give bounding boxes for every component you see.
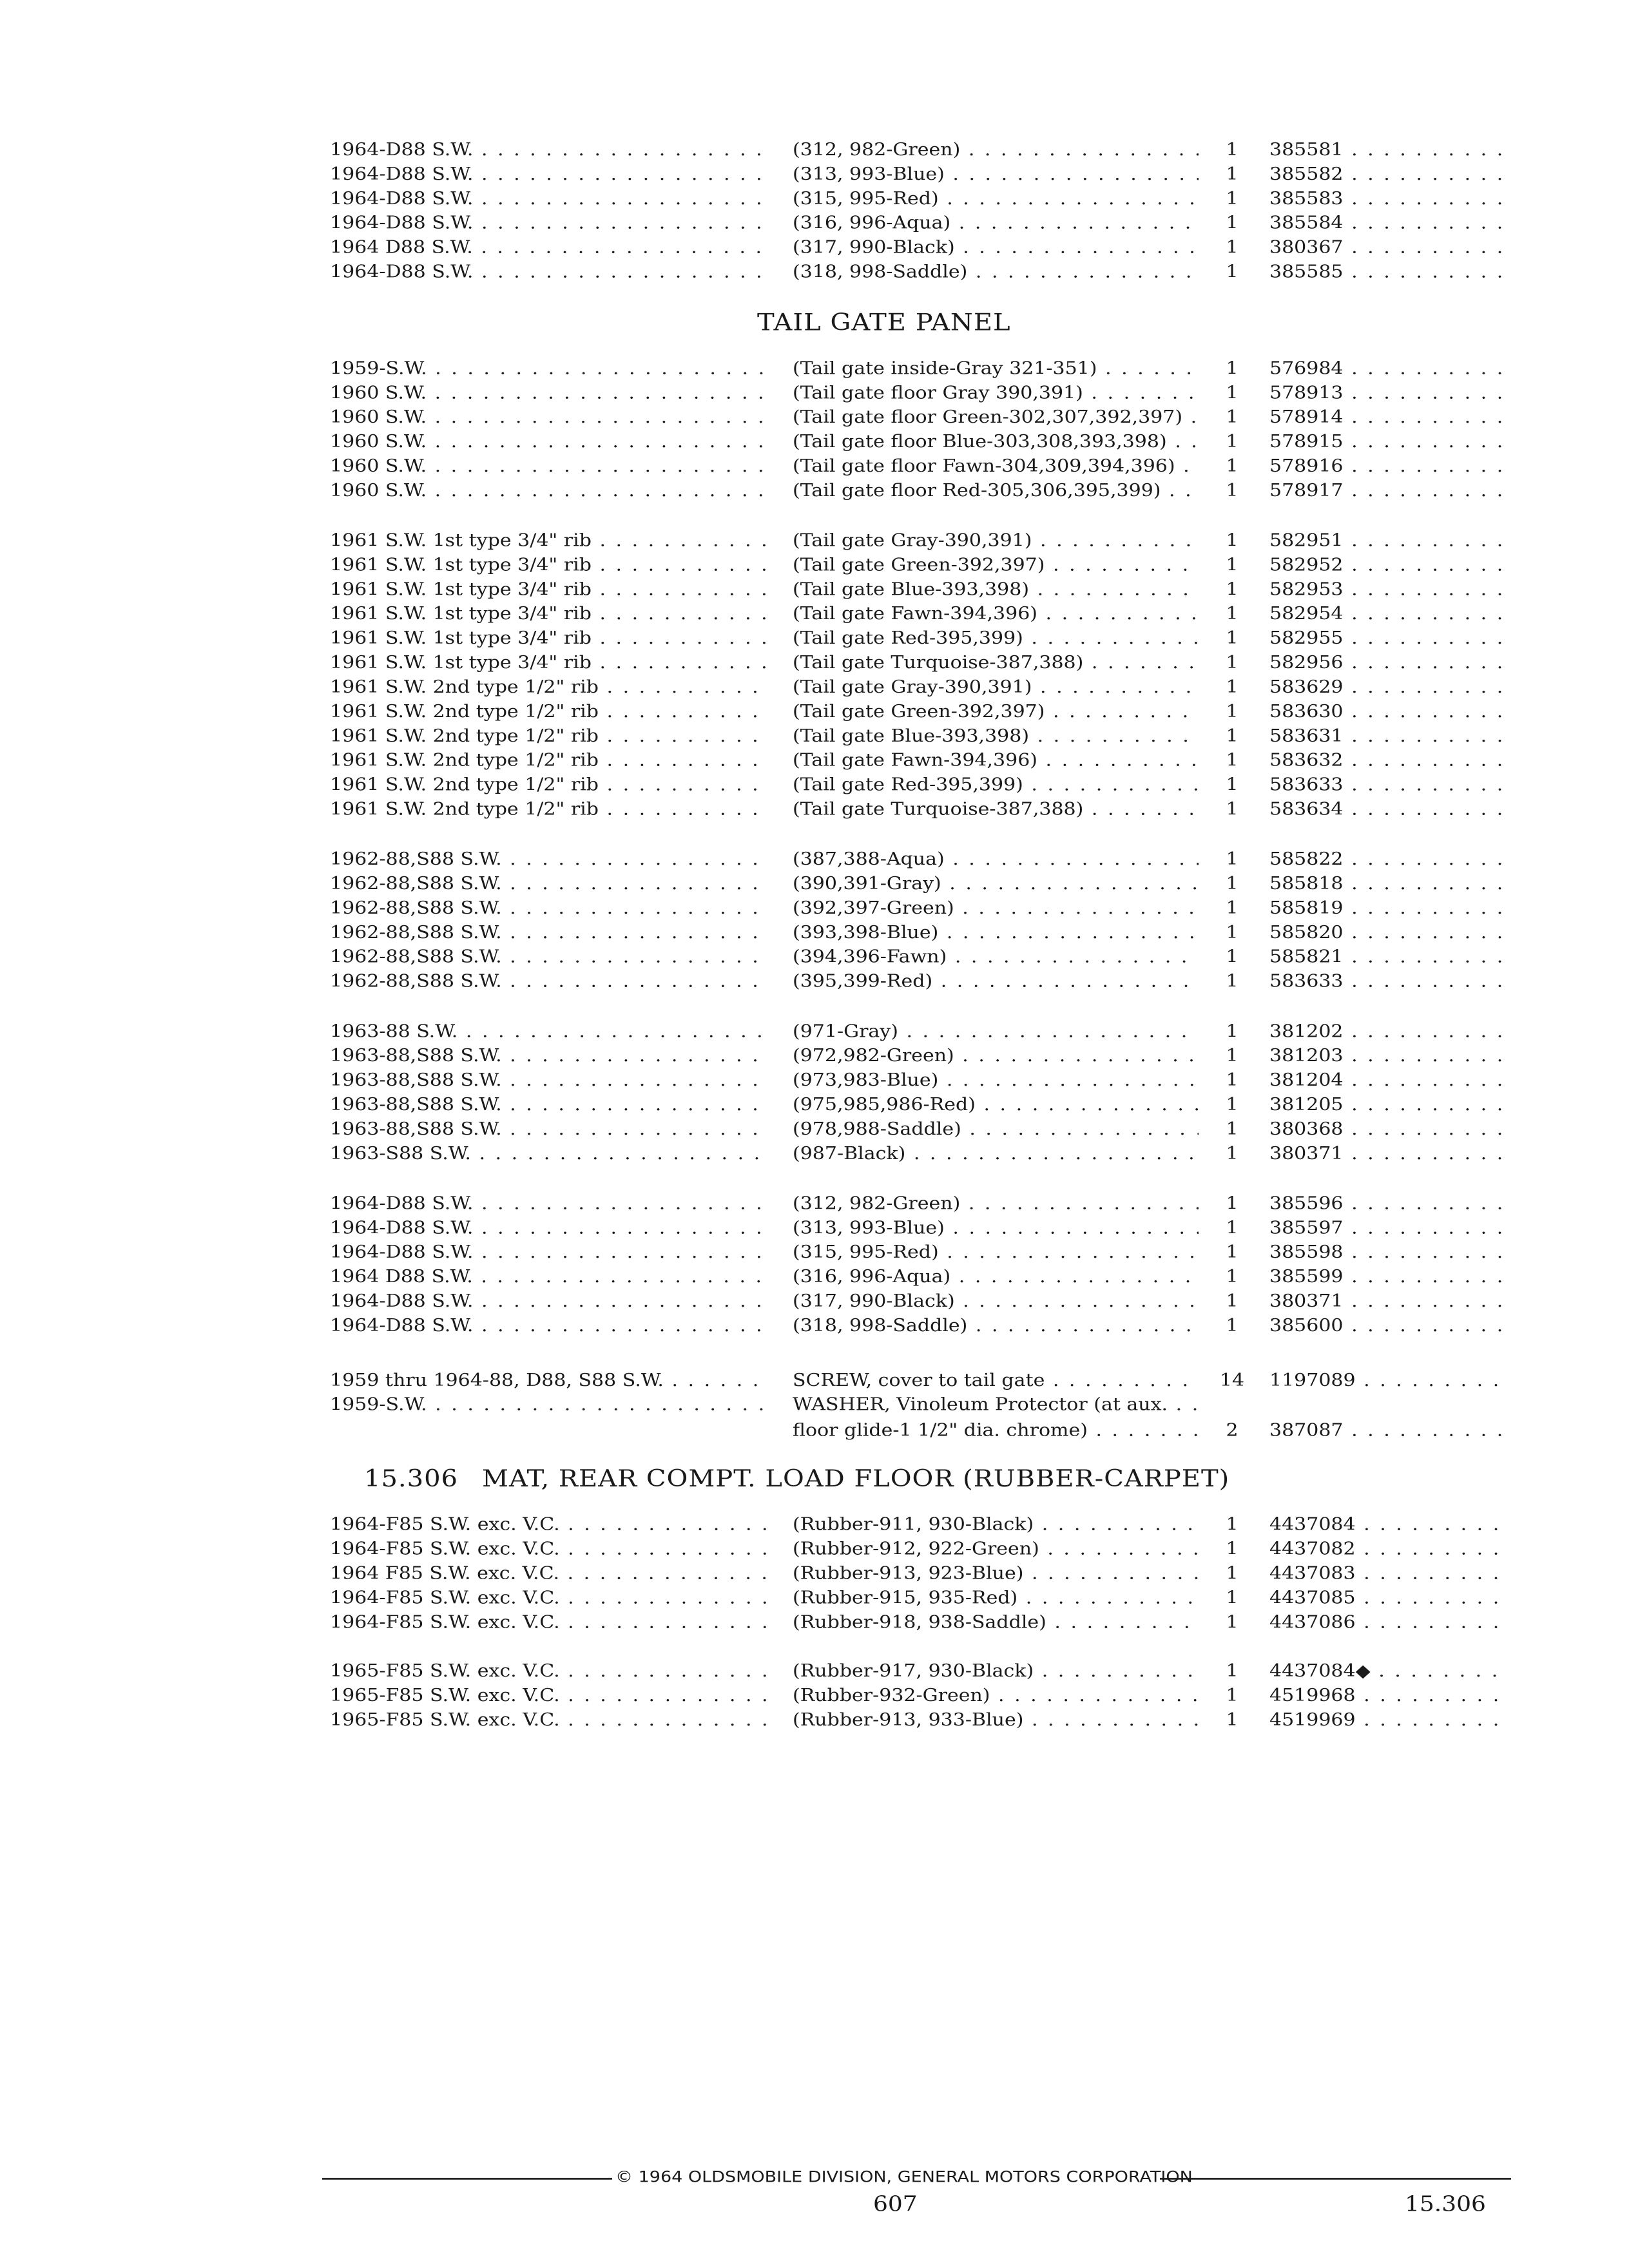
model-cell: 1965-F85 S.W. exc. V.C. . . . [330, 1658, 768, 1684]
description-cell: (971-Gray) . . . [793, 1019, 1199, 1044]
part-number-cell: 585818 . . . [1269, 871, 1508, 897]
parts-row [0, 1512, 1629, 1538]
description-cell: (Rubber-912, 922-Green) . . . [793, 1537, 1199, 1562]
qty-cell: 1 [1226, 628, 1239, 649]
model-cell: 1964-F85 S.W. exc. V.C. . . . [330, 1585, 768, 1611]
parts-row [0, 1215, 1629, 1241]
qty-cell: 1 [1226, 1217, 1239, 1238]
qty-cell: 1 [1226, 1611, 1239, 1633]
description-cell: (317, 990-Black) . . . [793, 1289, 1199, 1314]
qty-cell: 1 [1226, 873, 1239, 894]
footer-rule-right [1160, 2178, 1511, 2180]
part-number-cell: 385583 . . . [1269, 186, 1508, 212]
description-cell: (Tail gate floor Blue-303,308,393,398) . . . [793, 429, 1199, 455]
qty-cell: 1 [1226, 382, 1239, 403]
description-cell: SCREW, cover to tail gate . . . [793, 1368, 1199, 1394]
description-cell: (Tail gate Gray-390,391) . . . [793, 675, 1199, 700]
parts-row [0, 186, 1629, 212]
part-number-cell: 585819 . . . [1269, 896, 1508, 921]
description-cell: (390,391-Gray) . . . [793, 871, 1199, 897]
part-number-cell: 578915 . . . [1269, 429, 1508, 455]
page-number: 607 [873, 2192, 918, 2216]
parts-row [0, 137, 1629, 163]
description-cell: (Tail gate Fawn-394,396) . . . [793, 748, 1199, 774]
model-cell: 1960 S.W. . . . [330, 429, 768, 455]
model-cell: 1964 F85 S.W. exc. V.C. . . . [330, 1561, 768, 1586]
part-number-cell: 4437084◆ . . . [1269, 1658, 1508, 1684]
qty-cell: 1 [1226, 947, 1239, 967]
qty-cell: 1 [1226, 652, 1239, 673]
qty-cell: 1 [1226, 1070, 1239, 1091]
qty-cell: 1 [1226, 1119, 1239, 1140]
model-cell: 1964 D88 S.W. . . . [330, 235, 768, 261]
part-number-cell: 583630 . . . [1269, 699, 1508, 725]
parts-row [0, 1264, 1629, 1290]
part-number-cell: 585821 . . . [1269, 945, 1508, 970]
qty-cell: 1 [1226, 1021, 1239, 1042]
qty-cell: 1 [1226, 1291, 1239, 1312]
part-number-cell: 578913 . . . [1269, 380, 1508, 406]
model-cell: 1964-D88 S.W. . . . [330, 162, 768, 187]
parts-row [0, 601, 1629, 627]
description-cell: (Tail gate Blue-393,398) . . . [793, 724, 1199, 749]
qty-cell: 1 [1226, 774, 1239, 795]
part-number-cell: 385584 . . . [1269, 211, 1508, 236]
parts-row [0, 1585, 1629, 1611]
part-number-cell: 385599 . . . [1269, 1264, 1508, 1290]
qty-cell: 1 [1226, 1514, 1239, 1535]
qty-cell: 1 [1226, 480, 1239, 501]
model-cell: 1961 S.W. 2nd type 1/2" rib . . . [330, 773, 768, 798]
parts-row [0, 1191, 1629, 1216]
qty-cell: 1 [1226, 677, 1239, 698]
description-cell: (Rubber-917, 930-Black) . . . [793, 1658, 1199, 1684]
description-cell: (Tail gate floor Gray 390,391) . . . [793, 380, 1199, 406]
model-cell: 1965-F85 S.W. exc. V.C. . . . [330, 1683, 768, 1709]
model-cell: 1964-D88 S.W. . . . [330, 1215, 768, 1241]
parts-row [0, 896, 1629, 921]
model-cell: 1960 S.W. . . . [330, 380, 768, 406]
description-cell: (978,988-Saddle) . . . [793, 1117, 1199, 1142]
description-cell: (317, 990-Black) . . . [793, 235, 1199, 261]
qty-cell: 1 [1226, 188, 1239, 209]
parts-row [0, 380, 1629, 406]
qty-cell: 1 [1226, 701, 1239, 722]
model-cell: 1964-D88 S.W. . . . [330, 260, 768, 285]
parts-row [0, 871, 1629, 897]
part-number-cell: 582953 . . . [1269, 577, 1508, 602]
model-cell: 1964-F85 S.W. exc. V.C. . . . [330, 1512, 768, 1538]
part-number-cell: 582955 . . . [1269, 626, 1508, 651]
qty-cell: 1 [1226, 1588, 1239, 1608]
parts-row [0, 724, 1629, 749]
parts-row [0, 1313, 1629, 1339]
parts-row [0, 1141, 1629, 1167]
part-number-cell: 381205 . . . [1269, 1092, 1508, 1118]
copyright-notice: © 1964 OLDSMOBILE DIVISION, GENERAL MOTORS CORPORATION [615, 2167, 1193, 2186]
description-cell: (Rubber-915, 935-Red) . . . [793, 1585, 1199, 1611]
part-number-cell: 385597 . . . [1269, 1215, 1508, 1241]
model-cell: 1959-S.W. . . . [330, 356, 768, 381]
footer-rule-left [322, 2178, 612, 2180]
qty-cell: 1 [1226, 407, 1239, 428]
description-cell: (975,985,986-Red) . . . [793, 1092, 1199, 1118]
qty-cell: 1 [1226, 603, 1239, 624]
part-number-cell: 380368 . . . [1269, 1117, 1508, 1142]
model-cell: 1961 S.W. 2nd type 1/2" rib . . . [330, 675, 768, 700]
parts-row [0, 1392, 1629, 1443]
parts-row [0, 699, 1629, 725]
description-cell: (394,396-Fawn) . . . [793, 945, 1199, 970]
model-cell: 1964-D88 S.W. . . . [330, 1191, 768, 1216]
parts-row [0, 1707, 1629, 1733]
part-number-cell: 4437085 . . . [1269, 1585, 1508, 1611]
model-cell: 1961 S.W. 1st type 3/4" rib . . . [330, 528, 768, 554]
part-number-cell: 1197089 . . . [1269, 1368, 1508, 1394]
qty-cell: 1 [1226, 139, 1239, 160]
part-number-cell: 385600 . . . [1269, 1313, 1508, 1339]
qty-cell: 2 [1226, 1420, 1239, 1441]
qty-cell: 1 [1226, 1143, 1239, 1164]
parts-row [0, 969, 1629, 995]
model-cell: 1963-88,S88 S.W. . . . [330, 1068, 768, 1093]
description-cell: (Rubber-913, 923-Blue) . . . [793, 1561, 1199, 1586]
part-number-cell: 583632 . . . [1269, 748, 1508, 774]
qty-cell: 1 [1226, 237, 1239, 258]
parts-row [0, 1561, 1629, 1586]
description-cell: (Tail gate floor Fawn-304,309,394,396) . . . [793, 454, 1199, 479]
qty-cell: 1 [1226, 579, 1239, 600]
section-title: MAT, REAR COMPT. LOAD FLOOR (RUBBER-CARPET) [482, 1465, 1230, 1492]
parts-row [0, 1092, 1629, 1118]
part-number-cell: 385585 . . . [1269, 260, 1508, 285]
model-cell: 1961 S.W. 2nd type 1/2" rib . . . [330, 699, 768, 725]
description-cell: (312, 982-Green) . . . [793, 1191, 1199, 1216]
part-number-cell: 4437086 . . . [1269, 1610, 1508, 1635]
part-number-cell: 380371 . . . [1269, 1141, 1508, 1167]
qty-cell: 1 [1226, 898, 1239, 919]
parts-row [0, 1610, 1629, 1635]
description-cell: (316, 996-Aqua) . . . [793, 1264, 1199, 1290]
model-cell: 1961 S.W. 1st type 3/4" rib . . . [330, 626, 768, 651]
parts-row [0, 1289, 1629, 1314]
qty-cell: 14 [1219, 1370, 1245, 1391]
description-cell: (312, 982-Green) . . . [793, 137, 1199, 163]
part-number-cell: 387087 . . . [1269, 1418, 1508, 1443]
description-cell: (Rubber-911, 930-Black) . . . [793, 1512, 1199, 1538]
model-cell: 1960 S.W. . . . [330, 478, 768, 504]
qty-cell: 1 [1226, 262, 1239, 282]
description-cell: (Tail gate floor Green-302,307,392,397) . . . [793, 405, 1199, 430]
qty-cell: 1 [1226, 1193, 1239, 1214]
parts-row [0, 675, 1629, 700]
parts-row [0, 552, 1629, 578]
description-cell: (313, 993-Blue) . . . [793, 1215, 1199, 1241]
part-number-cell: 4437083 . . . [1269, 1561, 1508, 1586]
part-number-cell: 380367 . . . [1269, 235, 1508, 261]
parts-row [0, 748, 1629, 774]
description-cell: (Tail gate Red-395,399) . . . [793, 773, 1199, 798]
part-number-cell: 583634 . . . [1269, 797, 1508, 823]
qty-cell: 1 [1226, 726, 1239, 746]
part-number-cell: 4519968 . . . [1269, 1683, 1508, 1709]
model-cell: 1961 S.W. 1st type 3/4" rib . . . [330, 577, 768, 602]
part-number-cell: 578914 . . . [1269, 405, 1508, 430]
qty-cell: 1 [1226, 164, 1239, 185]
model-cell: 1962-88,S88 S.W. . . . [330, 920, 768, 946]
model-cell: 1959-S.W. . . . [330, 1392, 768, 1418]
parts-row [0, 454, 1629, 479]
model-cell: 1964-F85 S.W. exc. V.C. . . . [330, 1610, 768, 1635]
parts-row [0, 260, 1629, 285]
qty-cell: 1 [1226, 1045, 1239, 1066]
parts-row [0, 1537, 1629, 1562]
parts-row [0, 626, 1629, 651]
qty-cell: 1 [1226, 530, 1239, 551]
description-cell: (Tail gate Green-392,397) . . . [793, 699, 1199, 725]
qty-cell: 1 [1226, 1563, 1239, 1584]
description-continuation: floor glide-1 1/2" dia. chrome) . . . [793, 1418, 1205, 1443]
part-number-cell: 385582 . . . [1269, 162, 1508, 187]
parts-row [0, 1368, 1629, 1394]
qty-cell: 1 [1226, 1709, 1239, 1731]
parts-row [0, 1683, 1629, 1709]
qty-cell: 1 [1226, 1094, 1239, 1115]
part-number-cell: 583633 . . . [1269, 969, 1508, 995]
model-cell: 1964 D88 S.W. . . . [330, 1264, 768, 1290]
description-cell: (Tail gate Fawn-394,396) . . . [793, 601, 1199, 627]
model-cell: 1963-88,S88 S.W. . . . [330, 1117, 768, 1142]
model-cell: 1965-F85 S.W. exc. V.C. . . . [330, 1707, 768, 1733]
qty-cell: 1 [1226, 213, 1239, 233]
part-number-cell: 583631 . . . [1269, 724, 1508, 749]
model-cell: 1961 S.W. 2nd type 1/2" rib . . . [330, 797, 768, 823]
part-number-cell: 578916 . . . [1269, 454, 1508, 479]
model-cell: 1964-D88 S.W. . . . [330, 186, 768, 212]
parts-row [0, 429, 1629, 455]
part-number-cell: 4437084 . . . [1269, 1512, 1508, 1538]
description-cell: (Tail gate Gray-390,391) . . . [793, 528, 1199, 554]
qty-cell: 1 [1226, 1266, 1239, 1287]
parts-row [0, 405, 1629, 430]
qty-cell: 1 [1226, 799, 1239, 820]
qty-cell: 1 [1226, 1685, 1239, 1706]
model-cell: 1964-D88 S.W. . . . [330, 1289, 768, 1314]
section-heading-tail-gate: TAIL GATE PANEL [757, 309, 1011, 336]
part-number-cell: 582952 . . . [1269, 552, 1508, 578]
parts-row [0, 1019, 1629, 1044]
part-number-cell: 583633 . . . [1269, 773, 1508, 798]
description-cell: (Rubber-932-Green) . . . [793, 1683, 1199, 1709]
description-cell: (318, 998-Saddle) . . . [793, 1313, 1199, 1339]
parts-row [0, 1240, 1629, 1265]
part-number-cell: 380371 . . . [1269, 1289, 1508, 1314]
qty-cell: 1 [1226, 358, 1239, 379]
model-cell: 1962-88,S88 S.W. . . . [330, 945, 768, 970]
qty-cell: 1 [1226, 750, 1239, 771]
parts-row [0, 528, 1629, 554]
parts-row [0, 847, 1629, 872]
model-cell: 1962-88,S88 S.W. . . . [330, 969, 768, 995]
part-number-cell: 583629 . . . [1269, 675, 1508, 700]
description-cell: (Tail gate Turquoise-387,388) . . . [793, 650, 1199, 676]
parts-row [0, 356, 1629, 381]
part-number-cell: 385598 . . . [1269, 1240, 1508, 1265]
description-cell: (315, 995-Red) . . . [793, 1240, 1199, 1265]
model-cell: 1964-D88 S.W. . . . [330, 137, 768, 163]
part-number-cell: 582954 . . . [1269, 601, 1508, 627]
qty-cell: 1 [1226, 555, 1239, 575]
model-cell: 1963-S88 S.W. . . . [330, 1141, 768, 1167]
description-cell: (Tail gate Blue-393,398) . . . [793, 577, 1199, 602]
description-cell: (318, 998-Saddle) . . . [793, 260, 1199, 285]
parts-row [0, 577, 1629, 602]
part-number-cell: 381203 . . . [1269, 1043, 1508, 1069]
description-cell: (316, 996-Aqua) . . . [793, 211, 1199, 236]
parts-row [0, 1068, 1629, 1093]
description-cell: (392,397-Green) . . . [793, 896, 1199, 921]
qty-cell: 1 [1226, 1660, 1239, 1682]
model-cell: 1964-D88 S.W. . . . [330, 211, 768, 236]
part-number-cell: 385581 . . . [1269, 137, 1508, 163]
qty-cell: 1 [1226, 922, 1239, 943]
parts-row [0, 773, 1629, 798]
part-number-cell: 576984 . . . [1269, 356, 1508, 381]
model-cell: 1963-88 S.W. . . . [330, 1019, 768, 1044]
model-cell: 1960 S.W. . . . [330, 454, 768, 479]
model-cell: 1964-F85 S.W. exc. V.C. . . . [330, 1537, 768, 1562]
qty-cell: 1 [1226, 1315, 1239, 1336]
parts-row [0, 945, 1629, 970]
description-cell: (Tail gate Turquoise-387,388) . . . [793, 797, 1199, 823]
description-cell: (393,398-Blue) . . . [793, 920, 1199, 946]
description-cell: (Tail gate floor Red-305,306,395,399) . . . [793, 478, 1199, 504]
qty-cell: 1 [1226, 971, 1239, 992]
model-cell: 1961 S.W. 2nd type 1/2" rib . . . [330, 748, 768, 774]
part-number-cell: 578917 . . . [1269, 478, 1508, 504]
section-reference: 15.306 [1405, 2192, 1486, 2216]
part-number-cell: 585822 . . . [1269, 847, 1508, 872]
parts-row [0, 211, 1629, 236]
model-cell: 1961 S.W. 1st type 3/4" rib . . . [330, 650, 768, 676]
parts-row [0, 1043, 1629, 1069]
description-cell: WASHER, Vinoleum Protector (at aux. . . . [793, 1392, 1199, 1418]
model-cell: 1959 thru 1964-88, D88, S88 S.W. . . . [330, 1368, 768, 1394]
part-number-cell: 381204 . . . [1269, 1068, 1508, 1093]
parts-row [0, 1658, 1629, 1684]
model-cell: 1964-D88 S.W. . . . [330, 1240, 768, 1265]
description-cell: (313, 993-Blue) . . . [793, 162, 1199, 187]
description-cell: (Tail gate inside-Gray 321-351) . . . [793, 356, 1199, 381]
part-number-cell: 385596 . . . [1269, 1191, 1508, 1216]
model-cell: 1962-88,S88 S.W. . . . [330, 896, 768, 921]
part-number-cell: 4519969 . . . [1269, 1707, 1508, 1733]
model-cell: 1961 S.W. 2nd type 1/2" rib . . . [330, 724, 768, 749]
description-cell: (Rubber-918, 938-Saddle) . . . [793, 1610, 1199, 1635]
parts-row [0, 235, 1629, 261]
qty-cell: 1 [1226, 849, 1239, 870]
parts-row [0, 650, 1629, 676]
description-cell: (987-Black) . . . [793, 1141, 1199, 1167]
model-cell: 1961 S.W. 1st type 3/4" rib . . . [330, 601, 768, 627]
model-cell: 1960 S.W. . . . [330, 405, 768, 430]
model-cell: 1963-88,S88 S.W. . . . [330, 1092, 768, 1118]
description-cell: (972,982-Green) . . . [793, 1043, 1199, 1069]
qty-cell: 1 [1226, 431, 1239, 452]
model-cell: 1962-88,S88 S.W. . . . [330, 871, 768, 897]
description-cell: (Tail gate Red-395,399) . . . [793, 626, 1199, 651]
model-cell: 1964-D88 S.W. . . . [330, 1313, 768, 1339]
parts-row [0, 920, 1629, 946]
description-cell: (Tail gate Green-392,397) . . . [793, 552, 1199, 578]
description-cell: (315, 995-Red) . . . [793, 186, 1199, 212]
part-number-cell: 582956 . . . [1269, 650, 1508, 676]
qty-cell: 1 [1226, 456, 1239, 477]
part-number-cell: 585820 . . . [1269, 920, 1508, 946]
description-cell: (387,388-Aqua) . . . [793, 847, 1199, 872]
part-number-cell: 582951 . . . [1269, 528, 1508, 554]
description-cell: (973,983-Blue) . . . [793, 1068, 1199, 1093]
description-cell: (Rubber-913, 933-Blue) . . . [793, 1707, 1199, 1733]
parts-row [0, 797, 1629, 823]
part-number-cell: 4437082 . . . [1269, 1537, 1508, 1562]
model-cell: 1961 S.W. 1st type 3/4" rib . . . [330, 552, 768, 578]
parts-row [0, 1117, 1629, 1142]
section-number: 15.306 [364, 1465, 458, 1492]
qty-cell: 1 [1226, 1242, 1239, 1263]
model-cell: 1963-88,S88 S.W. . . . [330, 1043, 768, 1069]
parts-row [0, 162, 1629, 187]
qty-cell: 1 [1226, 1539, 1239, 1559]
model-cell: 1962-88,S88 S.W. . . . [330, 847, 768, 872]
parts-row [0, 478, 1629, 504]
part-number-cell: 381202 . . . [1269, 1019, 1508, 1044]
description-cell: (395,399-Red) . . . [793, 969, 1199, 995]
